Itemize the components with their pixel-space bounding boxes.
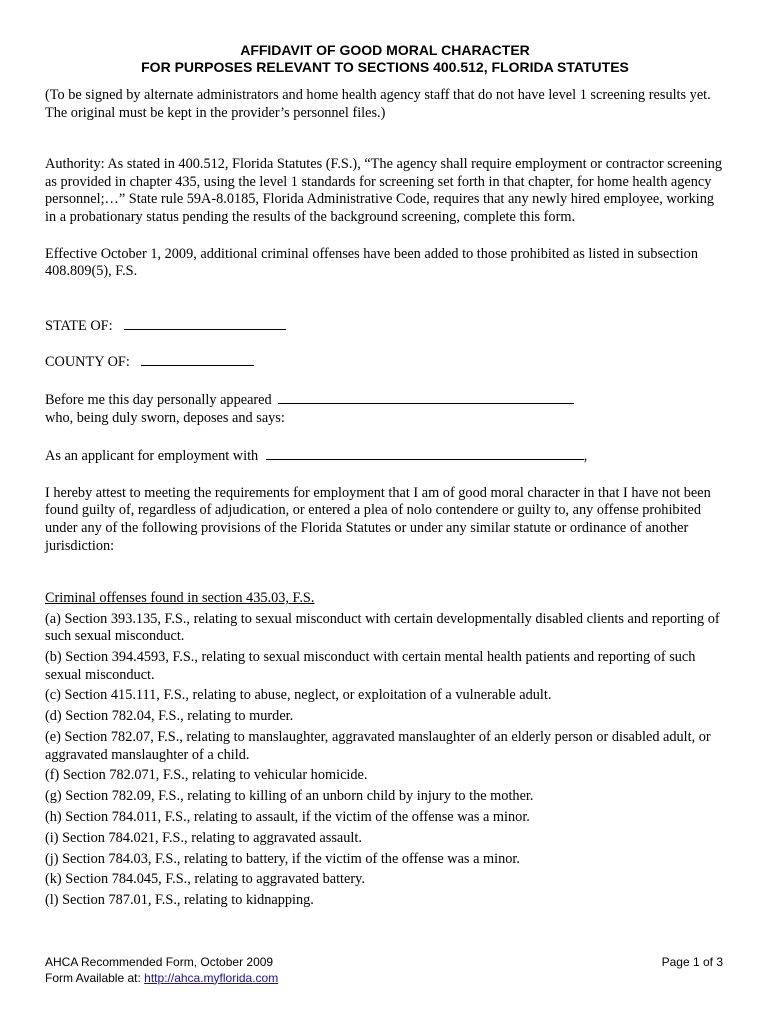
document-title-line-2: FOR PURPOSES RELEVANT TO SECTIONS 400.512, FLORIDA STATUTES: [141, 59, 629, 75]
offense-item: (i) Section 784.021, F.S., relating to aggravated assault.: [45, 829, 362, 846]
county-line: [45, 352, 725, 372]
document-page: [45, 42, 725, 913]
offense-item: (l) Section 787.01, F.S., relating to kidnapping.: [45, 892, 314, 909]
offenses-list: [45, 611, 725, 910]
offense-item: (k) Section 784.045, F.S., relating to aggravated battery.: [45, 871, 365, 888]
state-label: STATE OF:: [45, 317, 113, 334]
instruction-paragraph: (To be signed by alternate administrators and home health agency staff that do not have level 1 screening results yet. The original must be kept in the provider’s personnel files.): [45, 87, 711, 121]
applicant-suffix: ,: [583, 448, 588, 465]
offense-item: (f) Section 782.071, F.S., relating to vehicular homicide.: [45, 767, 368, 784]
offense-item: (a) Section 393.135, F.S., relating to sexual misconduct with certain developmentally disabled clients and reporting of such sexual misconduct.: [45, 610, 720, 645]
footer-available-label: Form Available at:: [45, 970, 145, 985]
offense-item: (j) Section 784.03, F.S., relating to battery, if the victim of the offense was a minor.: [45, 850, 520, 867]
footer-form-name: AHCA Recommended Form, October 2009: [45, 955, 274, 969]
offense-item: (c) Section 415.111, F.S., relating to abuse, neglect, or exploitation of a vulnerable adult.: [45, 687, 552, 704]
state-field[interactable]: [124, 316, 286, 330]
ahca-website-link[interactable]: http://ahca.myflorida.com: [144, 970, 279, 985]
applicant-label: As an applicant for employment with: [45, 448, 259, 465]
appeared-label: Before me this day personally appeared: [45, 391, 272, 408]
county-field[interactable]: [141, 352, 254, 366]
employer-field[interactable]: [266, 446, 584, 460]
offenses-heading: Criminal offenses found in section 435.03, F.S.: [45, 590, 315, 607]
page-number: Page 1 of 3: [661, 955, 723, 969]
state-line: [45, 316, 725, 336]
applicant-line: [45, 446, 725, 466]
page-footer: [45, 955, 723, 986]
footer-availability: [45, 971, 723, 987]
county-label: COUNTY OF:: [45, 354, 130, 371]
effective-paragraph: Effective October 1, 2009, additional criminal offenses have been added to those prohibited as listed in subsection 408.809(5), F.S.: [45, 245, 698, 280]
sworn-line: who, being duly sworn, deposes and says:: [45, 409, 285, 426]
offense-item: (d) Section 782.04, F.S., relating to murder.: [45, 708, 294, 725]
offense-item: (h) Section 784.011, F.S., relating to assault, if the victim of the offense was a minor.: [45, 808, 530, 825]
document-title-line-1: AFFIDAVIT OF GOOD MORAL CHARACTER: [240, 42, 530, 58]
appeared-name-field[interactable]: [278, 390, 574, 404]
offense-item: (g) Section 782.09, F.S., relating to killing of an unborn child by injury to the mother.: [45, 788, 534, 805]
attest-paragraph: I hereby attest to meeting the requirements for employment that I am of good moral character in that I have not been found guilty of, regardless of adjudication, or entered a plea of nolo contendere or guilty to, any offense prohibited under any of the following provisions of the Florida Statutes or under any similar statute or ordinance of another jurisdiction:: [45, 484, 711, 554]
authority-paragraph: Authority: As stated in 400.512, Florida Statutes (F.S.), “The agency shall require employment or contractor screening as provided in chapter 435, using the level 1 standards for screening set forth in that chapter, for home health agency personnel;…” State rule 59A-8.0185, Florida Administrative Code, requires that any newly hired employee, working in a probationary status pending the results of the background screening, complete this form.: [45, 156, 723, 225]
offense-item: (b) Section 394.4593, F.S., relating to sexual misconduct with certain mental health patients and reporting of such sexual misconduct.: [45, 649, 696, 683]
appeared-line: [45, 390, 725, 410]
offense-item: (e) Section 782.07, F.S., relating to manslaughter, aggravated manslaughter of an elderly person or disabled adult, or aggravated manslaughter of a child.: [45, 729, 711, 763]
